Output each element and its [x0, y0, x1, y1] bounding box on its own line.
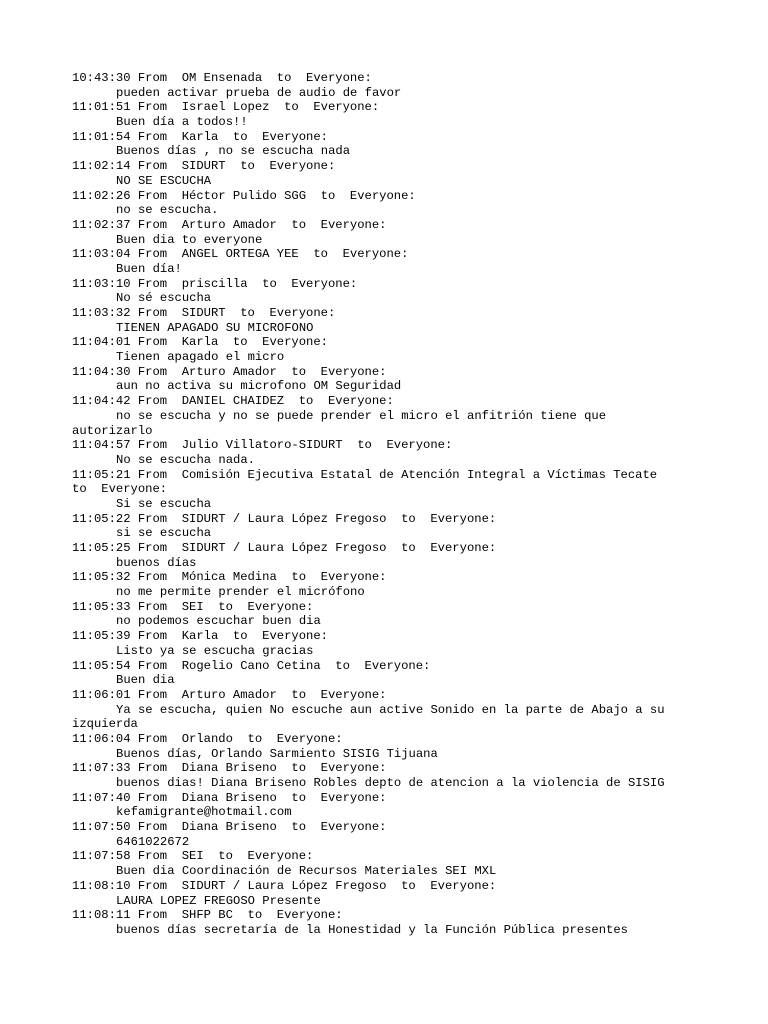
message-header: 11:05:33 From SEI to Everyone:	[72, 599, 314, 614]
message-header: 11:05:25 From SIDURT / Laura López Fregoso to Everyone:	[72, 541, 497, 555]
message-header: 11:02:37 From Arturo Amador to Everyone:	[72, 217, 387, 232]
message-header: 11:07:33 From Diana Briseno to Everyone:	[72, 761, 387, 776]
message-header: 11:08:11 From SHFP BC to Everyone:	[72, 908, 343, 923]
message-text: no me permite prender el micrófono	[116, 585, 365, 600]
message-text: no podemos escuchar buen dia	[116, 614, 321, 629]
message-text: Buen dia Coordinación de Recursos Materiales SEI MXL	[116, 864, 497, 879]
message-header: 11:07:40 From Diana Briseno to Everyone:	[72, 790, 387, 805]
message-header: 11:05:21 From Comisión Ejecutiva Estatal de Atención Integral a Víctimas Tecate	[72, 467, 658, 482]
message-header: 11:04:01 From Karla to Everyone:	[72, 335, 328, 350]
message-continuation: izquierda	[72, 717, 138, 732]
message-text: No sé escucha	[116, 291, 212, 306]
message-text: pueden activar prueba de audio de favor	[116, 85, 402, 100]
message-continuation: to Everyone:	[72, 482, 168, 497]
message-text: Ya se escucha, quien No escuche aun active Sonido en la parte de Abajo a su	[116, 702, 665, 717]
chat-transcript	[72, 71, 692, 938]
message-text: LAURA LOPEZ FREGOSO Presente	[116, 893, 321, 908]
message-text: Buen día!	[116, 261, 182, 276]
message-text: Buenos días , no se escucha nada	[116, 144, 351, 159]
message-header: 11:02:14 From SIDURT to Everyone:	[72, 159, 336, 174]
message-header: 11:06:01 From Arturo Amador to Everyone:	[72, 687, 387, 702]
message-header: 11:05:54 From Rogelio Cano Cetina to Everyone:	[72, 658, 431, 673]
message-text: Tienen apagado el micro	[116, 350, 285, 365]
message-text: no se escucha y no se puede prender el micro el anfitrión tiene que	[116, 408, 607, 423]
message-text: Buenos días, Orlando Sarmiento SISIG Tijuana	[116, 746, 438, 761]
message-text: si se escucha	[116, 526, 212, 541]
message-text: Si se escucha	[116, 496, 212, 511]
message-text: TIENEN APAGADO SU MICROFONO	[116, 320, 314, 335]
message-header: 11:05:39 From Karla to Everyone:	[72, 629, 328, 644]
message-text: buenos dias! Diana Briseno Robles depto de atencion a la violencia de SISIG	[116, 776, 665, 790]
message-header: 11:01:51 From Israel Lopez to Everyone:	[72, 100, 380, 115]
message-text: 6461022672	[116, 834, 190, 849]
message-text: buenos días secretaría de la Honestidad y la Función Pública presentes	[116, 922, 628, 937]
message-header: 11:03:32 From SIDURT to Everyone:	[72, 306, 336, 320]
message-text: No se escucha nada.	[116, 452, 255, 467]
message-continuation: autorizarlo	[72, 423, 153, 438]
message-header: 11:03:10 From priscilla to Everyone:	[72, 276, 358, 291]
message-header: 10:43:30 From OM Ensenada to Everyone:	[72, 71, 372, 85]
message-header: 11:04:42 From DANIEL CHAIDEZ to Everyone:	[72, 394, 394, 409]
message-text: kefamigrante@hotmail.com	[116, 805, 292, 820]
message-header: 11:07:58 From SEI to Everyone:	[72, 849, 314, 864]
message-header: 11:08:10 From SIDURT / Laura López Fregoso to Everyone:	[72, 878, 497, 893]
message-header: 11:01:54 From Karla to Everyone:	[72, 129, 328, 144]
message-header: 11:02:26 From Héctor Pulido SGG to Everyone:	[72, 188, 416, 203]
message-text: no se escucha.	[116, 203, 219, 218]
message-header: 11:04:57 From Julio Villatoro-SIDURT to Everyone:	[72, 438, 453, 453]
message-header: 11:03:04 From ANGEL ORTEGA YEE to Everyone:	[72, 247, 409, 262]
message-text: NO SE ESCUCHA	[116, 173, 212, 188]
message-text: Buen día a todos!!	[116, 115, 248, 130]
message-header: 11:04:30 From Arturo Amador to Everyone:	[72, 364, 387, 379]
message-text: buenos días	[116, 555, 197, 570]
message-text: Buen dia to everyone	[116, 232, 263, 247]
message-header: 11:07:50 From Diana Briseno to Everyone:	[72, 820, 387, 835]
message-header: 11:06:04 From Orlando to Everyone:	[72, 731, 343, 746]
message-header: 11:05:22 From SIDURT / Laura López Fregoso to Everyone:	[72, 511, 497, 526]
message-text: aun no activa su microfono OM Seguridad	[116, 379, 402, 394]
message-text: Buen dia	[116, 673, 175, 688]
message-text: Listo ya se escucha gracias	[116, 643, 314, 658]
message-header: 11:05:32 From Mónica Medina to Everyone:	[72, 570, 387, 585]
